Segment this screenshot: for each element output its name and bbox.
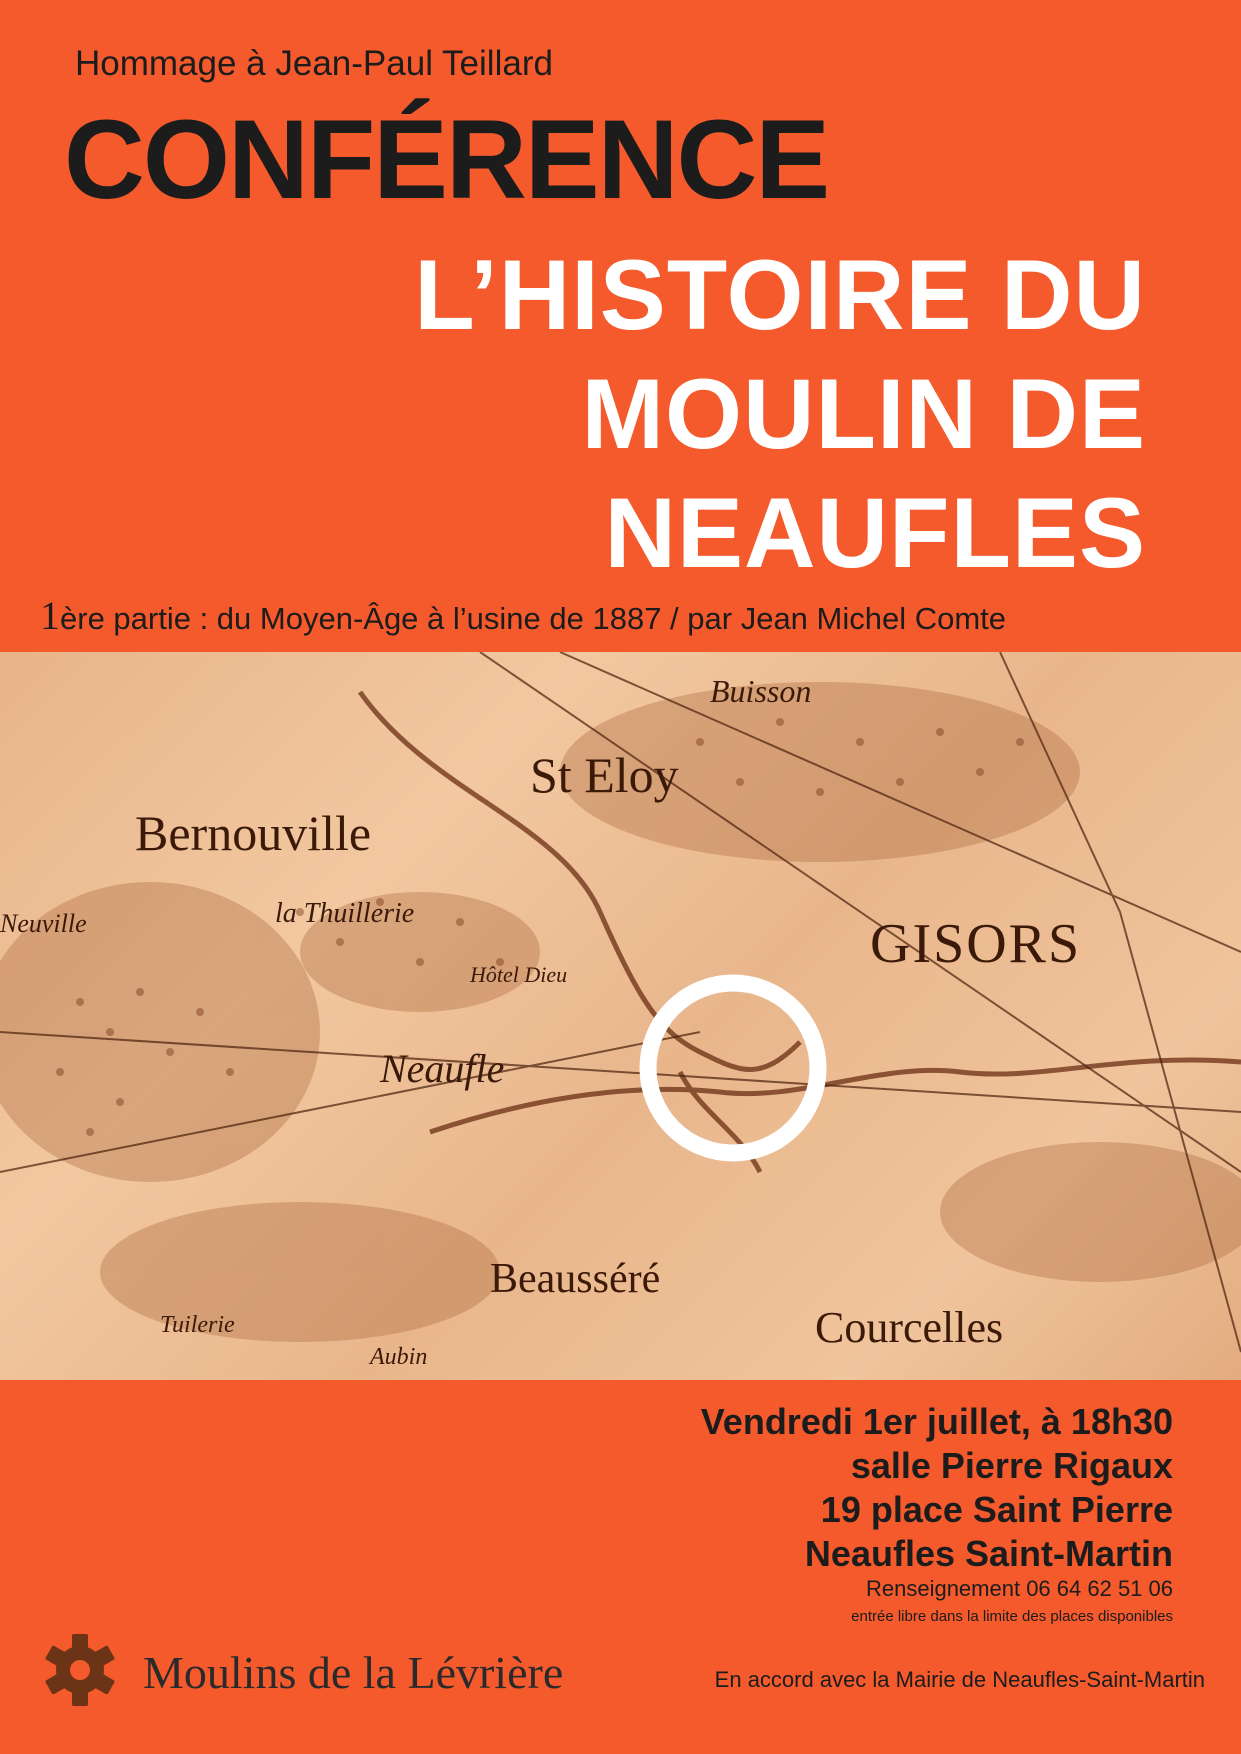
map-label-gisors: GISORS — [870, 913, 1082, 975]
event-date: Vendredi 1er juillet, à 18h30 — [700, 1401, 1173, 1442]
event-city: Neaufles Saint-Martin — [804, 1532, 1173, 1574]
map-label-neuville: Neuville — [0, 909, 87, 938]
event-details — [701, 1400, 1173, 1576]
map-label-aubin: Aubin — [370, 1344, 428, 1370]
title-line-3: NEAUFLES — [604, 476, 1146, 588]
subtitle-number: 1 — [40, 593, 60, 638]
historic-map — [0, 652, 1241, 1380]
map-label-hotel-dieu: Hôtel Dieu — [470, 962, 568, 987]
map-label-la-thuillerie: la Thuillerie — [275, 898, 415, 929]
event-address: 19 place Saint Pierre — [820, 1488, 1173, 1530]
map-label-buisson: Buisson — [710, 673, 812, 709]
subtitle — [40, 592, 1006, 639]
map-label-neaufles: Neaufle — [380, 1046, 505, 1091]
conference-heading: CONFÉRENCE — [64, 97, 829, 222]
map-label-st-eloy: St Eloy — [530, 747, 679, 803]
map-label-courcelles: Courcelles — [815, 1303, 1004, 1352]
event-venue: salle Pierre Rigaux — [850, 1444, 1173, 1486]
gear-icon — [42, 1632, 118, 1713]
event-title — [414, 236, 1146, 592]
map-label-bernouville: Bernouville — [135, 805, 372, 861]
partner-note: En accord avec la Mairie de Neaufles-Saint-Martin — [714, 1667, 1205, 1692]
info-phone: Renseignement 06 64 62 51 06 — [865, 1576, 1173, 1601]
map-label-tuilerie: Tuilerie — [160, 1312, 235, 1338]
organization-name: Moulins de la Lévrière — [143, 1647, 564, 1698]
access-note: entrée libre dans la limite des places disponibles — [851, 1608, 1173, 1625]
title-line-1: L’HISTOIRE DU — [414, 239, 1146, 350]
title-line-2: MOULIN DE — [581, 357, 1146, 469]
subtitle-text: ère partie : du Moyen-Âge à l’usine de 1887 / par Jean Michel Comte — [60, 601, 1007, 636]
homage-line: Hommage à Jean-Paul Teillard — [75, 44, 553, 83]
map-label-beausere: Beausséré — [490, 1256, 661, 1302]
